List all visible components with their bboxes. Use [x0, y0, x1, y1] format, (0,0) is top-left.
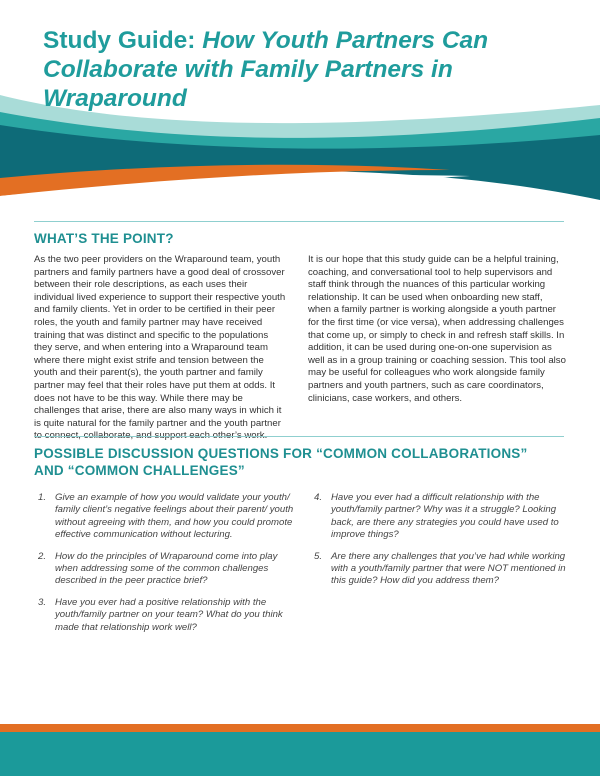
section-divider — [34, 436, 564, 437]
page-title — [43, 26, 563, 113]
discussion-question — [38, 597, 300, 634]
questions-left-column — [38, 492, 300, 643]
question-number: 1. — [38, 492, 47, 503]
footer-orange-band — [0, 724, 600, 732]
question-number: 2. — [38, 550, 47, 562]
heading-line-2: AND “COMMON CHALLENGES” — [34, 463, 245, 478]
question-text: How do the principles of Wraparound come into play when addressing some of the common challenges described in the peer practice brief? — [55, 550, 278, 587]
discussion-question — [314, 551, 566, 588]
question-text: Have you ever had a difficult relationship with the youth/family partner? Why was it a struggle? Looking back, are there any strategies you could have used to improve things? — [331, 492, 559, 541]
question-number: 5. — [314, 550, 323, 562]
discussion-question — [38, 551, 300, 588]
intro-paragraph-left: As the two peer providers on the Wraparound team, youth partners and family partners have a good deal of crossover between their role descriptions, as each uses their individual lived experience to support their respective youth and family clients. Yet in order to be certified in their peer roles, the youth and family partner may have received training that was distinct and specific to the populations they serve, and when entering into a Wraparound team where there might exist strife and tension between the youth and their parent(s), the youth partner and family partner may feel that their roles have put them at odds. It does not have to be this way. While there may be challenges that arise, there are also many ways in which it is quite natural for the family partner and the youth partner to connect, collaborate, and support each other’s work. — [34, 254, 286, 442]
discussion-question — [38, 492, 300, 542]
discussion-question — [314, 492, 566, 542]
title-prefix: Study Guide: — [43, 27, 203, 54]
question-number: 4. — [314, 492, 323, 503]
question-number: 3. — [38, 596, 47, 608]
section-heading-questions — [34, 445, 574, 479]
question-text: Have you ever had a positive relationship with the youth/family partner on your team? What do you think made that relationship work well? — [55, 596, 283, 633]
title-italic: How Youth Partners Can Collaborate with Family Partners in Wraparound — [43, 27, 489, 112]
question-text: Are there any challenges that you’ve had while working with a youth/family partner that were NOT mentioned in this guide? How did you address them? — [331, 550, 566, 587]
section-divider — [34, 221, 564, 222]
question-text: Give an example of how you would validate your youth/ family client’s negative feelings about their parent/ youth without agreeing with them, and how you could promote effective communication without lecturing. — [55, 492, 294, 541]
heading-line-1: POSSIBLE DISCUSSION QUESTIONS FOR “COMMON COLLABORATIONS” — [34, 446, 528, 461]
section-heading-point: WHAT’S THE POINT? — [34, 231, 174, 246]
footer-teal-band — [0, 732, 600, 776]
intro-paragraph-right: It is our hope that this study guide can be a helpful training, coaching, and conversational tool to help supervisors and staff think through the nuances of this particular working relationship. It can be used when onboarding new staff, when a family partner is working alongside a youth partner for the first time (or vice versa), when addressing challenges that come up, or simply to check in and refresh staff skills. In addition, it can be used during one-on-one supervision as well as in a group training or coaching session. This tool also may be useful for colleagues who work alongside family partners and youth partners, such as care coordinators, clinicians, case workers, and others. — [308, 254, 566, 404]
questions-right-column — [314, 492, 566, 597]
